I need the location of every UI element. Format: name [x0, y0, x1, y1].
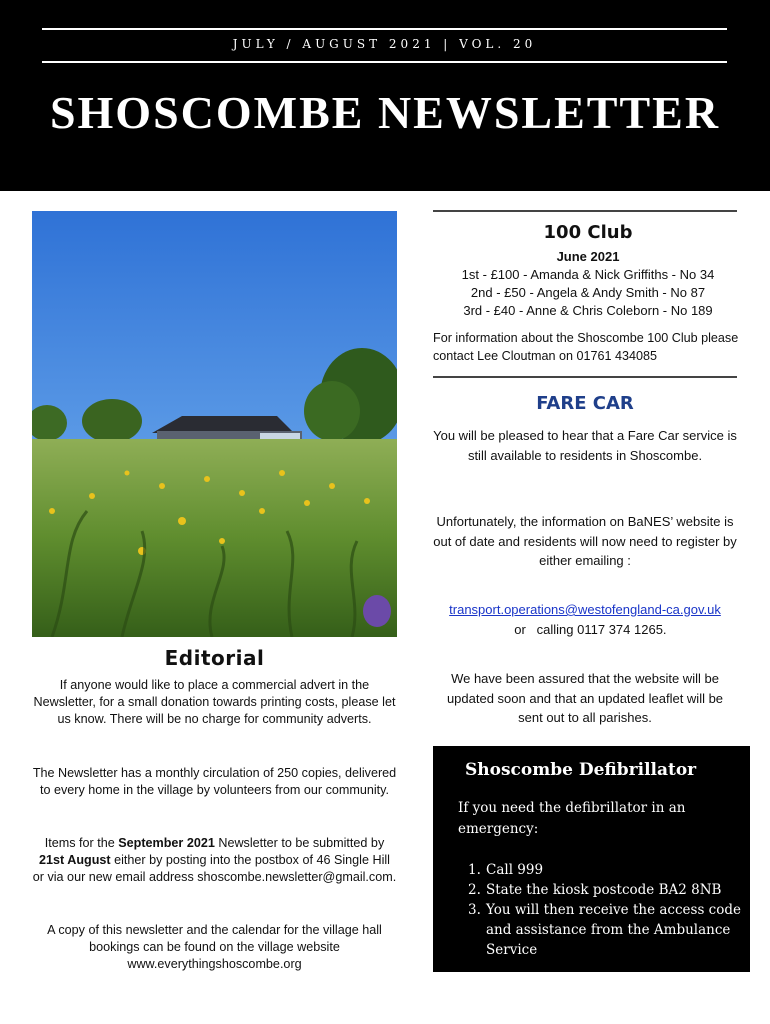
editorial-circulation-text: The Newsletter has a monthly circulation of 250 copies, delivered to every home in the village by volunteers from our community.: [32, 766, 397, 798]
winner-item: 2nd - £50 - Angela & Andy Smith - No 87: [470, 285, 706, 300]
section-divider: [433, 376, 737, 378]
hundred-club-contact: For information about the Shoscombe 100 Club please contact Lee Cloutman on 01761 434085: [433, 331, 739, 363]
editorial-heading: Editorial: [164, 646, 265, 670]
editorial-website-text: A copy of this newsletter and the calendar for the village hall bookings can be found on the village website www.everythingshoscombe.org: [47, 923, 382, 972]
defib-step: [458, 880, 748, 900]
hundred-club-heading: 100 Club: [543, 222, 633, 243]
defibrillator-steps: [458, 860, 748, 960]
fare-car-contact: [433, 600, 737, 639]
fare-car-update: We have been assured that the website will be updated soon and that an updated leaflet will be sent out to all parishes.: [446, 671, 724, 725]
section-divider: [433, 210, 737, 212]
village-hall-photo: [32, 211, 397, 637]
defib-step: [458, 860, 748, 880]
defib-step: [458, 900, 748, 960]
defibrillator-intro: If you need the defibrillator in an emergency:: [458, 800, 686, 837]
defibrillator-heading: Shoscombe Defibrillator: [465, 760, 697, 780]
editorial-adverts-text: If anyone would like to place a commercial advert in the Newsletter, for a small donation towards printing costs, please let us know. There will be no charge for community adverts.: [33, 678, 396, 727]
winner-item: 3rd - £40 - Anne & Chris Coleborn - No 189: [463, 303, 713, 318]
step-number: 3.: [468, 902, 481, 918]
issue-line: JULY / AUGUST 2021 | VOL. 20: [232, 37, 537, 51]
submission-text-part: Items for the: [44, 836, 119, 850]
fare-car-heading: FARE CAR: [536, 393, 634, 414]
fare-car-phone: or calling 0117 374 1265.: [503, 621, 667, 637]
step-text: State the kiosk postcode BA2 8NB: [486, 882, 722, 898]
hundred-club-winners: [433, 266, 743, 320]
step-number: 1.: [468, 862, 481, 878]
step-text: You will then receive the access code and assistance from the Ambulance Service: [486, 902, 741, 958]
submission-text-part: either by posting into the postbox of 46 Single Hill or via our new email address shoscombe.newsletter@gmail.com.: [32, 853, 397, 885]
step-number: 2.: [468, 882, 481, 898]
masthead-bottom-rule: [42, 61, 727, 63]
step-text: Call 999: [486, 862, 544, 878]
defibrillator-box: [433, 746, 750, 972]
newsletter-title: SHOSCOMBE NEWSLETTER: [49, 87, 721, 138]
hundred-club-date: June 2021: [556, 249, 620, 264]
submission-text-part: Newsletter to be submitted by: [214, 836, 385, 850]
masthead-top-rule: [42, 28, 727, 30]
transport-email-link[interactable]: transport.operations@westofengland-ca.gov.uk: [449, 602, 721, 617]
submission-month: September 2021: [118, 836, 215, 850]
submission-deadline: 21st August: [39, 853, 111, 868]
meadow-photo-illustration: [32, 211, 397, 637]
editorial-submission-text: [32, 835, 397, 887]
fare-car-intro: You will be pleased to hear that a Fare Car service is still available to residents in Shoscombe.: [433, 428, 737, 463]
masthead: [0, 0, 770, 191]
winner-item: 1st - £100 - Amanda & Nick Griffiths - No 34: [461, 267, 715, 282]
fare-car-registration: Unfortunately, the information on BaNES’ website is out of date and residents will now need to register by either emailing :: [433, 514, 737, 568]
